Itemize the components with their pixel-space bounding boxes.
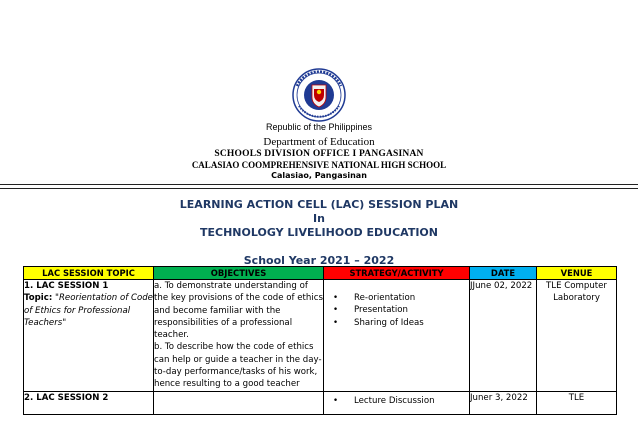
plan-title: LEARNING ACTION CELL (LAC) SESSION PLAN bbox=[179, 198, 459, 211]
table-header-row bbox=[24, 267, 617, 280]
table-row bbox=[24, 392, 617, 415]
school-name: CALASIAO COOMPREHENSIVE NATIONAL HIGH SCHOOL bbox=[191, 160, 447, 170]
header-divider-thick bbox=[0, 184, 638, 185]
strategy-cell bbox=[324, 392, 470, 415]
objective-item: b. To describe how the code of ethics can help or guide a teacher in the day-to-day performance/tasks of his work, hence resulting to a good teacher bbox=[154, 342, 322, 390]
date-cell: JJune 02, 2022 bbox=[470, 280, 537, 392]
topic-label: Topic: bbox=[24, 293, 53, 304]
school-address: Calasiao, Pangasinan bbox=[271, 171, 367, 180]
republic-label: Republic of the Philippines bbox=[265, 122, 373, 132]
division-label: SCHOOLS DIVISION OFFICE I PANGASINAN bbox=[214, 149, 424, 159]
session-number: 2. LAC SESSION 2 bbox=[24, 393, 109, 403]
plan-subject: TECHNOLOGY LIVELIHOOD EDUCATION bbox=[200, 226, 438, 239]
strategy-item: • Presentation bbox=[354, 304, 469, 316]
col-header-strategy: STRATEGY/ACTIVITY bbox=[324, 267, 470, 280]
objectives-cell bbox=[154, 392, 324, 415]
strategy-item: • Re-orientation bbox=[354, 292, 469, 304]
col-header-venue: VENUE bbox=[537, 267, 617, 280]
topic-text: "Reorientation of Code of Ethics for Professional Teachers" bbox=[24, 293, 153, 328]
col-header-topic: LAC SESSION TOPIC bbox=[24, 267, 154, 280]
header-divider-thin bbox=[0, 188, 638, 189]
venue-cell: TLE Computer Laboratory bbox=[537, 280, 617, 392]
col-header-objectives: OBJECTIVES bbox=[154, 267, 324, 280]
school-year: School Year 2021 – 2022 bbox=[243, 254, 395, 267]
department-label: Department of Education bbox=[263, 136, 375, 148]
date-cell: Juner 3, 2022 bbox=[470, 392, 537, 415]
session-topic-cell bbox=[24, 280, 154, 392]
session-plan-table bbox=[23, 266, 617, 415]
objective-item: a. To demonstrate understanding of the key provisions of the code of ethics and become familiar with the responsibilities of a professional teacher. bbox=[154, 281, 323, 341]
venue-cell: TLE bbox=[537, 392, 617, 415]
objectives-cell bbox=[154, 280, 324, 392]
strategy-cell bbox=[324, 280, 470, 392]
col-header-date: DATE bbox=[470, 267, 537, 280]
strategy-item: • Sharing of Ideas bbox=[354, 317, 469, 329]
deped-seal-logo bbox=[285, 68, 353, 122]
session-topic-cell bbox=[24, 392, 154, 415]
session-number: 1. LAC SESSION 1 bbox=[24, 281, 109, 291]
plan-title-in: In bbox=[313, 212, 325, 225]
table-row bbox=[24, 280, 617, 392]
strategy-item: • Lecture Discussion bbox=[354, 395, 469, 407]
